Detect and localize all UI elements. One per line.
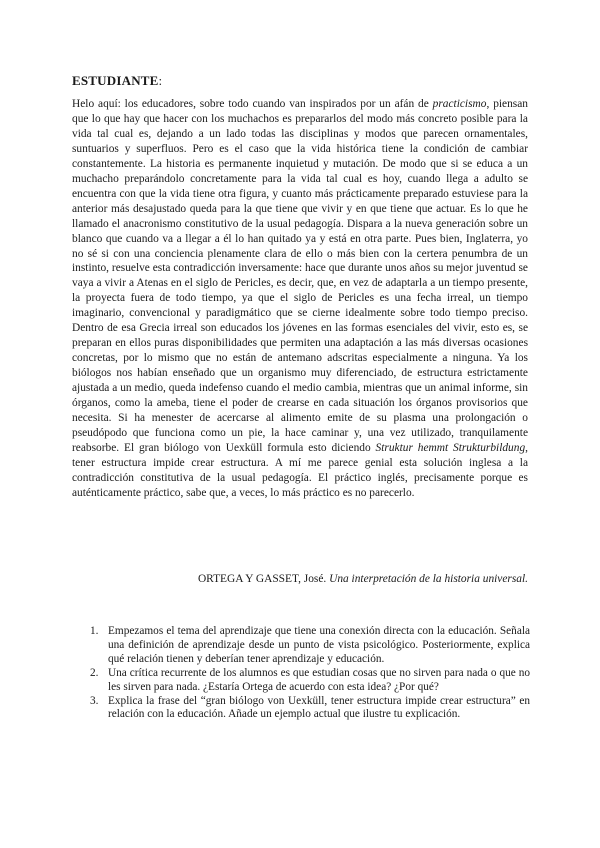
question-item	[90, 667, 530, 695]
citation-work: Una interpretación de la historia universal.	[329, 573, 528, 585]
question-number: 1.	[90, 625, 99, 637]
questions-list	[90, 625, 530, 722]
question-item	[90, 695, 530, 723]
body-italic-practicismo: practicismo	[432, 98, 487, 110]
heading-title: ESTUDIANTE	[72, 73, 159, 88]
body-text-1: Helo aquí: los educadores, sobre todo cuando van inspirados por un afán de	[72, 98, 433, 110]
question-text: Explica la frase del “gran biólogo von Uexküll, tener estructura impide crear estructura” en relación con la educación. Añade un ejemplo actual que ilustre tu explicación.	[108, 694, 530, 721]
body-text-2: , piensan que lo que hay que hacer con los muchachos es prepararlos del modo más concreto posible para la vida tal cual es, dejando a un lado todas las disciplinas y modos que parecen ornamentales, suntuarios y superfluos. Pero es el caso que la vida histórica tiene la condición de cambiar constantemente. La historia es permanente inquietud y mutación. De modo que si se educa a un muchacho preparándolo concretamente para la vida tal cual es hoy, cuando llega a adulto se encuentra con que la vida tiene otra figura, y cuanto más prácticamente preparado estuviese para la anterior más desajustado queda para la que tiene que vivir y en que tiene que actuar. Es lo que he llamado el anacronismo constitutivo de la usual pedagogía. Dispara a la nueva generación sobre un blanco que cuando va a llegar a él lo han quitado ya y está en otra parte. Pues bien, Inglaterra, yo no sé si con una conciencia plenamente clara de ello o más bien con la certera penumbra de un instinto, resuelve esta contradicción inversamente: hace que durante unos años su mejor juventud se vaya a vivir a Atenas en el siglo de Pericles, es decir, que, en vez de adaptarla a un tiempo presente, la proyecta fuera de todo tiempo, ya que el siglo de Pericles es una fecha irreal, un tiempo imaginario, convencional y paradigmático que se cierne idealmente sobre todo tiempo preciso. Dentro de esa Grecia irreal son educados los jóvenes en las formas esenciales del vivir, esto es, se preparan en ellos puras disponibilidades que permiten una adaptación a las más diversas ocasiones concretas, por lo mismo que no están de antemano adscritas especialmente a ninguna. Ya los biólogos nos habían enseñado que un organismo muy diferenciado, de estructura estrictamente ajustada a un medio, queda indefenso cuando el medio cambia, mientras que un animal informe, sin órganos, como la ameba, tiene el poder de crearse en cada situación los órganos provisorios que necesita. Si ha menester de acercarse al alimento emite de su plasma una prolongación o pseudópodo que funciona como un pie, la hace caminar y, una vez utilizado, tranquilamente reabsorbe. El gran biólogo von Uexküll formula esto diciendo	[72, 98, 528, 454]
question-number: 3.	[90, 694, 99, 707]
heading-colon: :	[158, 73, 163, 88]
section-heading	[72, 73, 162, 89]
body-text-3: , tener estructura impide crear estructura. A mí me parece genial esta solución inglesa a la contradicción constitutiva de la usual pedagogía. El práctico inglés, precisamente porque es auténticamente práctico, sabe que, a veces, lo más práctico es no parecerlo.	[72, 441, 528, 499]
body-paragraph	[72, 97, 528, 501]
question-text: Empezamos el tema del aprendizaje que tiene una conexión directa con la educación. Señala una definición de aprendizaje desde un punto de vista psicológico. Posteriormente, explica qué relación tienen y deberían tener aprendizaje y educación.	[108, 625, 530, 665]
citation-author: ORTEGA Y GASSET, José.	[197, 573, 330, 585]
citation	[72, 572, 528, 587]
question-item	[90, 625, 530, 667]
question-text: Una crítica recurrente de los alumnos es que estudian cosas que no sirven para nada o que no les sirven para nada. ¿Estaría Ortega de acuerdo con esta idea? ¿Por qué?	[108, 666, 530, 693]
body-italic-german-quote: Struktur hemmt Strukturbildung	[375, 441, 526, 454]
question-number: 2.	[90, 666, 99, 679]
